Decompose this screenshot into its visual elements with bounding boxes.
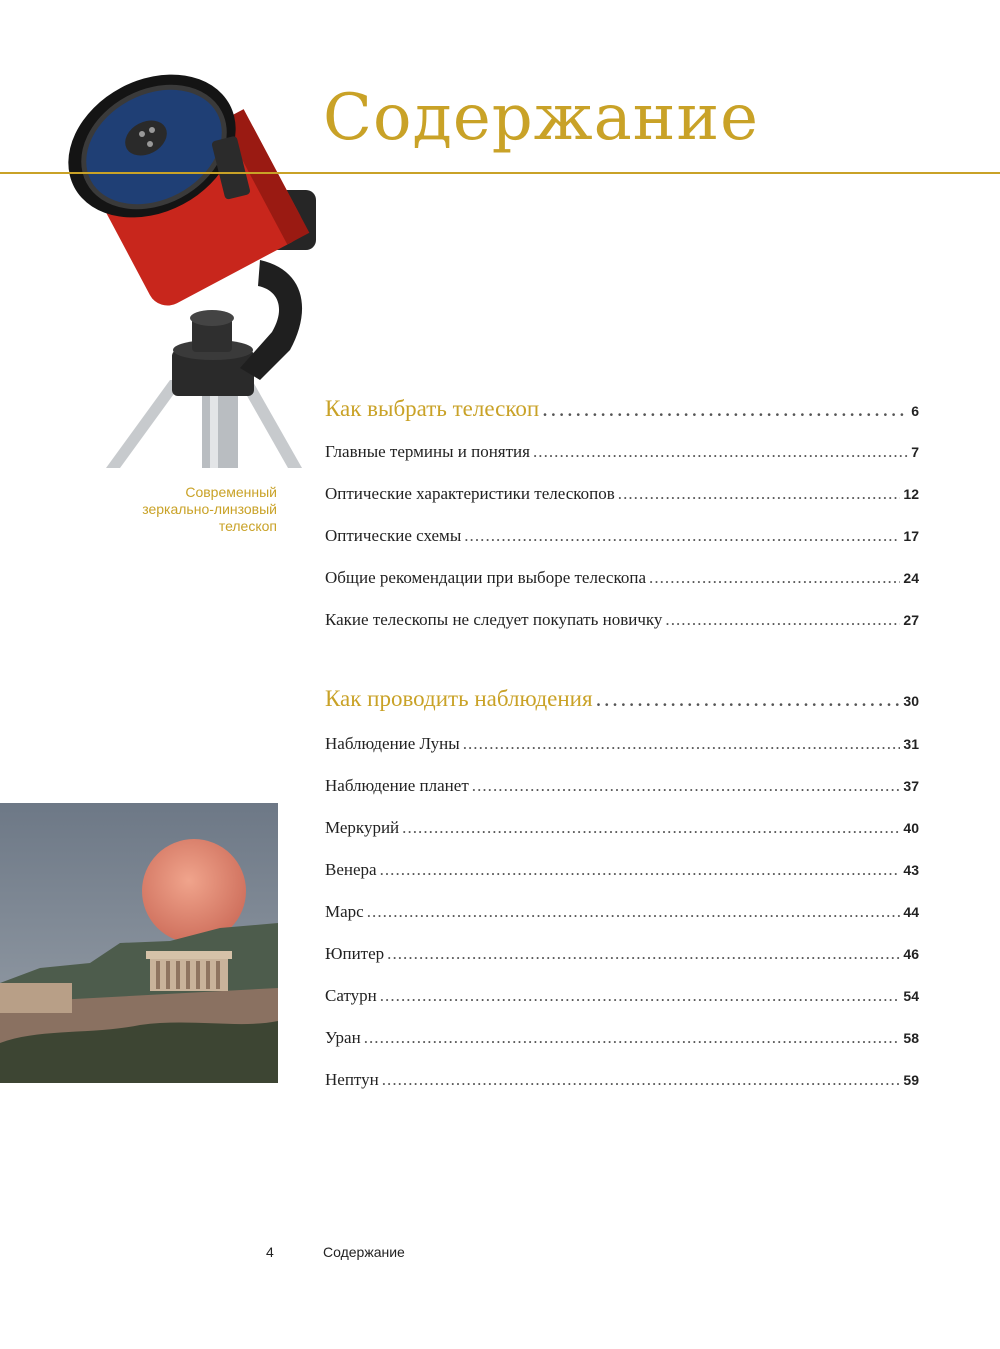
toc-entry-title: Как выбрать телескоп	[325, 396, 540, 421]
toc-entry	[325, 610, 919, 630]
toc-section-entry	[325, 686, 919, 712]
dot-leader	[472, 776, 901, 796]
dot-leader	[463, 734, 901, 754]
toc-entry-title: Меркурий	[325, 818, 400, 837]
running-title: Содержание	[323, 1244, 405, 1260]
toc-entry-page: 6	[911, 403, 919, 419]
dot-leader	[382, 1070, 901, 1090]
toc-entry	[325, 944, 919, 964]
toc-entry	[325, 818, 919, 838]
toc-entry-title: Оптические характеристики телескопов	[325, 484, 615, 503]
toc-entry-title: Какие телескопы не следует покупать новичку	[325, 610, 663, 629]
dot-leader	[364, 1028, 901, 1048]
toc-entry-title: Главные термины и понятия	[325, 442, 530, 461]
caption-line: телескоп	[218, 518, 277, 534]
dot-leader	[367, 902, 901, 922]
toc-entry	[325, 442, 919, 462]
toc-entry-title: Сатурн	[325, 986, 377, 1005]
toc-entry-page: 43	[903, 862, 919, 878]
dot-leader	[464, 526, 900, 546]
toc-entry-page: 31	[903, 736, 919, 752]
toc-entry	[325, 1028, 919, 1048]
toc-entry-page: 7	[911, 444, 919, 460]
toc-entry-title: Венера	[325, 860, 377, 879]
dot-leader	[665, 610, 900, 630]
dot-leader	[402, 818, 900, 838]
toc-entry	[325, 902, 919, 922]
photo-caption	[87, 484, 277, 535]
toc-entry-page: 40	[903, 820, 919, 836]
toc-entry-page: 44	[903, 904, 919, 920]
toc-entry-title: Наблюдение Луны	[325, 734, 460, 753]
dot-leader	[649, 568, 900, 588]
toc-entry-title: Общие рекомендации при выборе телескопа	[325, 568, 647, 587]
dot-leader	[596, 686, 901, 712]
dot-leader	[380, 986, 901, 1006]
toc-entry-page: 58	[903, 1030, 919, 1046]
toc-entry-title: Юпитер	[325, 944, 385, 963]
toc-entry-page: 24	[903, 570, 919, 586]
toc-entry-title: Марс	[325, 902, 364, 921]
toc-entry-title: Наблюдение планет	[325, 776, 469, 795]
toc-entry	[325, 526, 919, 546]
moon-acropolis-photo	[0, 803, 278, 1083]
toc-entry-title: Нептун	[325, 1070, 379, 1089]
dot-leader	[380, 860, 901, 880]
telescope-photo	[50, 50, 330, 468]
toc-entry	[325, 860, 919, 880]
page-title: Содержание	[323, 81, 759, 155]
toc-entry-page: 12	[903, 486, 919, 502]
toc-entry	[325, 484, 919, 504]
toc-entry	[325, 776, 919, 796]
toc-entry-page: 54	[903, 988, 919, 1004]
dot-leader	[387, 944, 900, 964]
toc-entry	[325, 986, 919, 1006]
page-number: 4	[266, 1244, 274, 1260]
toc-entry-page: 27	[903, 612, 919, 628]
toc-entry	[325, 1070, 919, 1090]
toc-section-entry	[325, 396, 919, 422]
toc-entry-page: 46	[903, 946, 919, 962]
toc-entry-page: 59	[903, 1072, 919, 1088]
toc-entry-page: 30	[903, 693, 919, 709]
caption-line: Современный	[185, 484, 277, 500]
caption-line: зеркально-линзовый	[142, 501, 277, 517]
toc-entry-page: 17	[903, 528, 919, 544]
dot-leader	[618, 484, 901, 504]
title-rule	[0, 172, 1000, 174]
toc-entry	[325, 568, 919, 588]
toc-entry-title: Уран	[325, 1028, 361, 1047]
dot-leader	[533, 442, 908, 462]
toc-entry-page: 37	[903, 778, 919, 794]
toc-entry-title: Как проводить наблюдения	[325, 686, 593, 711]
dot-leader	[542, 396, 908, 422]
toc-entry	[325, 734, 919, 754]
toc-entry-title: Оптические схемы	[325, 526, 462, 545]
